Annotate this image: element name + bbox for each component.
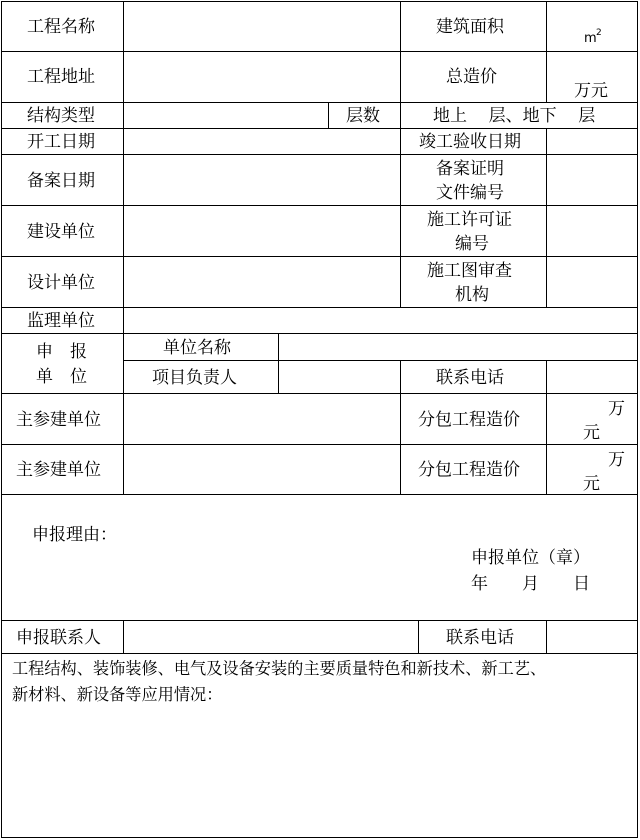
applicant-contact-phone-label: 联系电话	[446, 628, 514, 648]
design-unit-label: 设计单位	[27, 273, 95, 293]
area-unit-superscript: 2	[596, 28, 602, 38]
supervision-unit-value-cell[interactable]	[123, 307, 638, 334]
project-leader-value-cell[interactable]	[278, 360, 401, 394]
drawing-review-label-line1: 施工图审查	[427, 261, 512, 281]
construction-unit-value-cell[interactable]	[123, 205, 401, 257]
applicant-phone-label: 联系电话	[436, 368, 504, 388]
main-participant-2-label: 主参建单位	[16, 460, 101, 480]
quality-features-text-line1: 工程结构、装饰装修、电气及设备安装的主要质量特色和新技术、新工艺、	[12, 659, 547, 678]
total-cost-label: 总造价	[446, 67, 497, 87]
subcontract-cost-2-unit-line2: 元	[583, 474, 600, 494]
subcontract-cost-2-label: 分包工程造价	[418, 460, 520, 480]
building-area-label: 建筑面积	[436, 17, 504, 37]
start-date-label: 开工日期	[27, 132, 95, 152]
structure-type-label: 结构类型	[27, 106, 95, 126]
date-template: 年 月 日	[471, 574, 590, 594]
subcontract-cost-1-unit-line1: 万	[608, 399, 625, 419]
completion-date-label: 竣工验收日期	[419, 132, 521, 152]
main-participant-2-value-cell[interactable]	[123, 444, 401, 495]
unit-name-label: 单位名称	[163, 338, 231, 358]
total-cost-unit: 万元	[574, 81, 608, 101]
applicant-contact-phone-value-cell[interactable]	[546, 620, 638, 654]
unit-name-value-cell[interactable]	[278, 333, 638, 361]
completion-date-value-cell[interactable]	[546, 128, 638, 155]
permit-label-line2: 编号	[455, 234, 489, 254]
project-address-value-cell[interactable]	[123, 51, 401, 103]
quality-features-cell[interactable]	[1, 653, 638, 838]
applicant-contact-label: 申报联系人	[16, 628, 101, 648]
supervision-unit-label: 监理单位	[27, 311, 95, 331]
project-name-label: 工程名称	[27, 17, 95, 37]
design-unit-value-cell[interactable]	[123, 256, 401, 308]
permit-value-cell[interactable]	[546, 205, 638, 257]
start-date-value-cell[interactable]	[123, 128, 401, 155]
applicant-phone-value-cell[interactable]	[546, 360, 638, 394]
permit-label-line1: 施工许可证	[427, 210, 512, 230]
applicant-label-line1: 申 报	[36, 342, 87, 362]
filing-cert-label-line1: 备案证明	[436, 159, 504, 179]
main-participant-1-label: 主参建单位	[16, 410, 101, 430]
subcontract-cost-1-label: 分包工程造价	[418, 410, 520, 430]
main-participant-1-value-cell[interactable]	[123, 393, 401, 445]
project-address-label: 工程地址	[27, 67, 95, 87]
floors-label: 层数	[346, 106, 380, 126]
stamp-label: 申报单位（章）	[471, 548, 590, 568]
applicant-contact-value-cell[interactable]	[123, 620, 419, 654]
area-unit: m	[584, 31, 597, 46]
construction-unit-label: 建设单位	[27, 222, 95, 242]
drawing-review-value-cell[interactable]	[546, 256, 638, 308]
structure-type-value-cell[interactable]	[123, 102, 329, 129]
reason-label: 申报理由：	[32, 525, 117, 545]
filing-date-value-cell[interactable]	[123, 154, 401, 206]
project-name-value-cell[interactable]	[123, 1, 401, 52]
quality-features-text-line2: 新材料、新设备等应用情况：	[12, 685, 223, 704]
filing-cert-value-cell[interactable]	[546, 154, 638, 206]
filing-cert-label-line2: 文件编号	[436, 183, 504, 203]
project-leader-label: 项目负责人	[152, 368, 237, 388]
floors-value: 地上 层、地下 层	[433, 106, 596, 126]
subcontract-cost-1-unit-line2: 元	[583, 423, 600, 443]
applicant-label-line2: 单 位	[36, 367, 87, 387]
filing-date-label: 备案日期	[27, 171, 95, 191]
drawing-review-label-line2: 机构	[455, 285, 489, 305]
subcontract-cost-2-unit-line1: 万	[608, 450, 625, 470]
